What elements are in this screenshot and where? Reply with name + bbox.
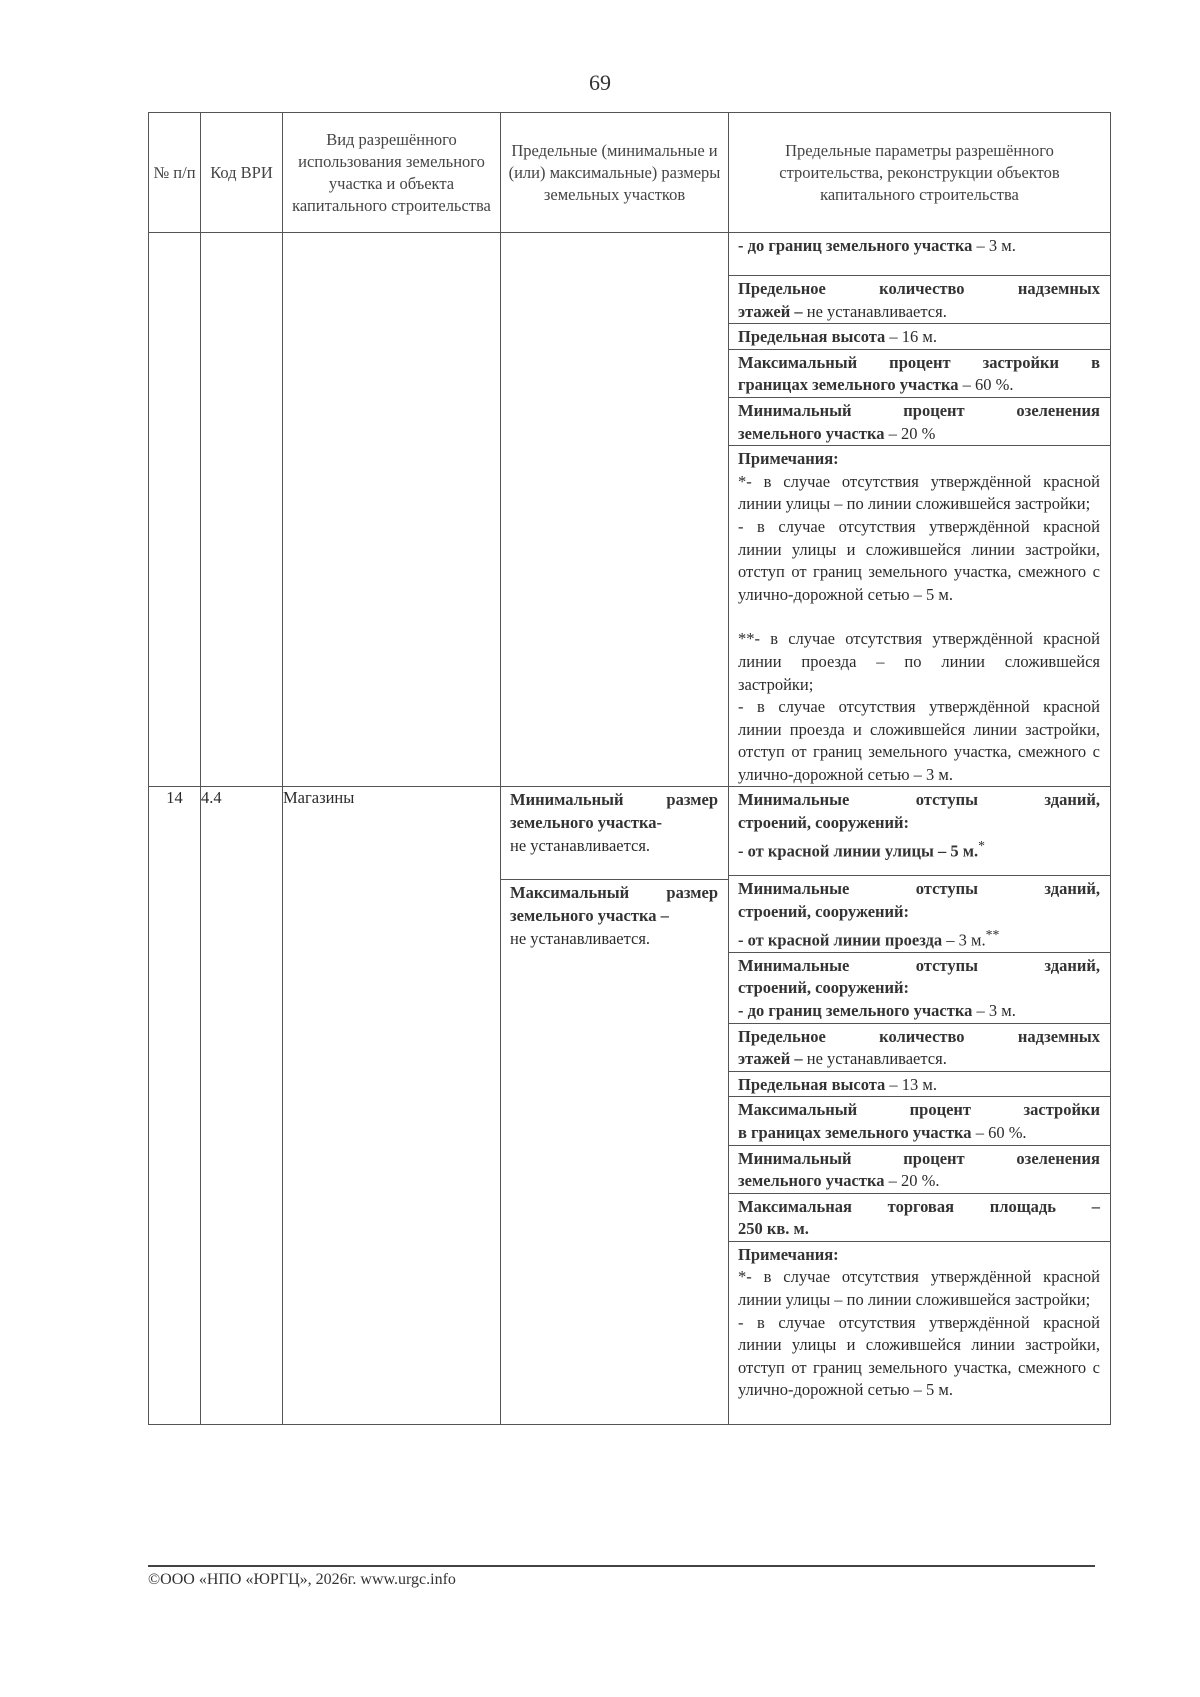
cell-code: 4.4 (201, 787, 283, 1425)
header-code: Код ВРИ (201, 113, 283, 233)
param-floors: Предельное количество надземных этажей – не устанавливается. (729, 275, 1110, 323)
cell-size-empty (501, 233, 729, 787)
param-building-coverage: Максимальный процент застройки в границах земельного участка – 60 %. (729, 1096, 1110, 1144)
size-max: Максимальный размер земельного участка – не устанавливается. (501, 879, 728, 950)
note-text: **- в случае отсутствия утверждённой красной линии проезда – по линии сложившейся застройки; (738, 629, 1100, 694)
param-setback-driveway: Минимальные отступы зданий, строений, сооружений: - от красной линии проезда – 3 м.** (729, 875, 1110, 951)
regulations-table (148, 112, 1111, 1425)
cell-use-empty (283, 233, 501, 787)
notes-title: Примечания: (738, 1244, 839, 1264)
cell-num-empty (149, 233, 201, 787)
notes-block (729, 445, 1110, 786)
footer-copyright: ©ООО «НПО «ЮРГЦ», 2026г. www.urgc.info (148, 1571, 456, 1588)
param-setback-boundary: Минимальные отступы зданий, строений, сооружений: - до границ земельного участка – 3 м. (729, 952, 1110, 1023)
param-floors: Предельное количество надземных этажей – не устанавливается. (729, 1023, 1110, 1071)
header-size: Предельные (минимальные и (или) максимальные) размеры земельных участков (501, 113, 729, 233)
cell-num: 14 (149, 787, 201, 1425)
param-height: Предельная высота – 16 м. (729, 323, 1110, 349)
page-number: 69 (589, 70, 611, 95)
header-num: № п/п (149, 113, 201, 233)
note-text: - в случае отсутствия утверждённой красной линии улицы и сложившейся линии застройки, отступ от границ земельного участка, смежного с улично-дорожной сетью – 5 м. (738, 1312, 1100, 1400)
notes-block (729, 1241, 1110, 1424)
notes-title: Примечания: (738, 449, 839, 469)
cell-use: Магазины (283, 787, 501, 1425)
cell-code-empty (201, 233, 283, 787)
table-row-continued (149, 233, 1111, 787)
table-row (149, 787, 1111, 1425)
note-text: *- в случае отсутствия утверждённой красной линии улицы – по линии сложившейся застройки; (738, 1267, 1100, 1310)
table-header-row (149, 113, 1111, 233)
header-use: Вид разрешённого использования земельного участка и объекта капитального строительства (283, 113, 501, 233)
param-greening: Минимальный процент озеленения земельного участка – 20 %. (729, 1145, 1110, 1193)
param-boundary-setback: - до границ земельного участка – 3 м. (738, 236, 1016, 255)
note-text: *- в случае отсутствия утверждённой красной линии улицы – по линии сложившейся застройки; (738, 471, 1100, 514)
cell-size (501, 787, 729, 1425)
cell-params (729, 787, 1111, 1425)
cell-params-prev (729, 233, 1111, 787)
param-greening: Минимальный процент озеленения земельного участка – 20 % (729, 397, 1110, 445)
header-params: Предельные параметры разрешённого строительства, реконструкции объектов капитального строительства (729, 113, 1111, 233)
note-text: - в случае отсутствия утверждённой красной линии улицы и сложившейся линии застройки, отступ от границ земельного участка, смежного с улично-дорожной сетью – 5 м. (738, 516, 1100, 604)
size-min: Минимальный размер земельного участка- не устанавливается. (510, 790, 718, 855)
param-height: Предельная высота – 13 м. (729, 1071, 1110, 1097)
param-building-coverage: Максимальный процент застройки в границах земельного участка – 60 %. (729, 349, 1110, 397)
note-text: - в случае отсутствия утверждённой красной линии проезда и сложившейся линии застройки, отступ от границ земельного участка, смежного с улично-дорожной сетью – 3 м. (738, 697, 1100, 784)
param-setback-street: Минимальные отступы зданий, строений, сооружений: - от красной линии улицы – 5 м.* (738, 790, 1100, 861)
footer-divider (148, 1565, 1095, 1567)
param-retail-area: Максимальная торговая площадь – 250 кв. м. (729, 1193, 1110, 1241)
